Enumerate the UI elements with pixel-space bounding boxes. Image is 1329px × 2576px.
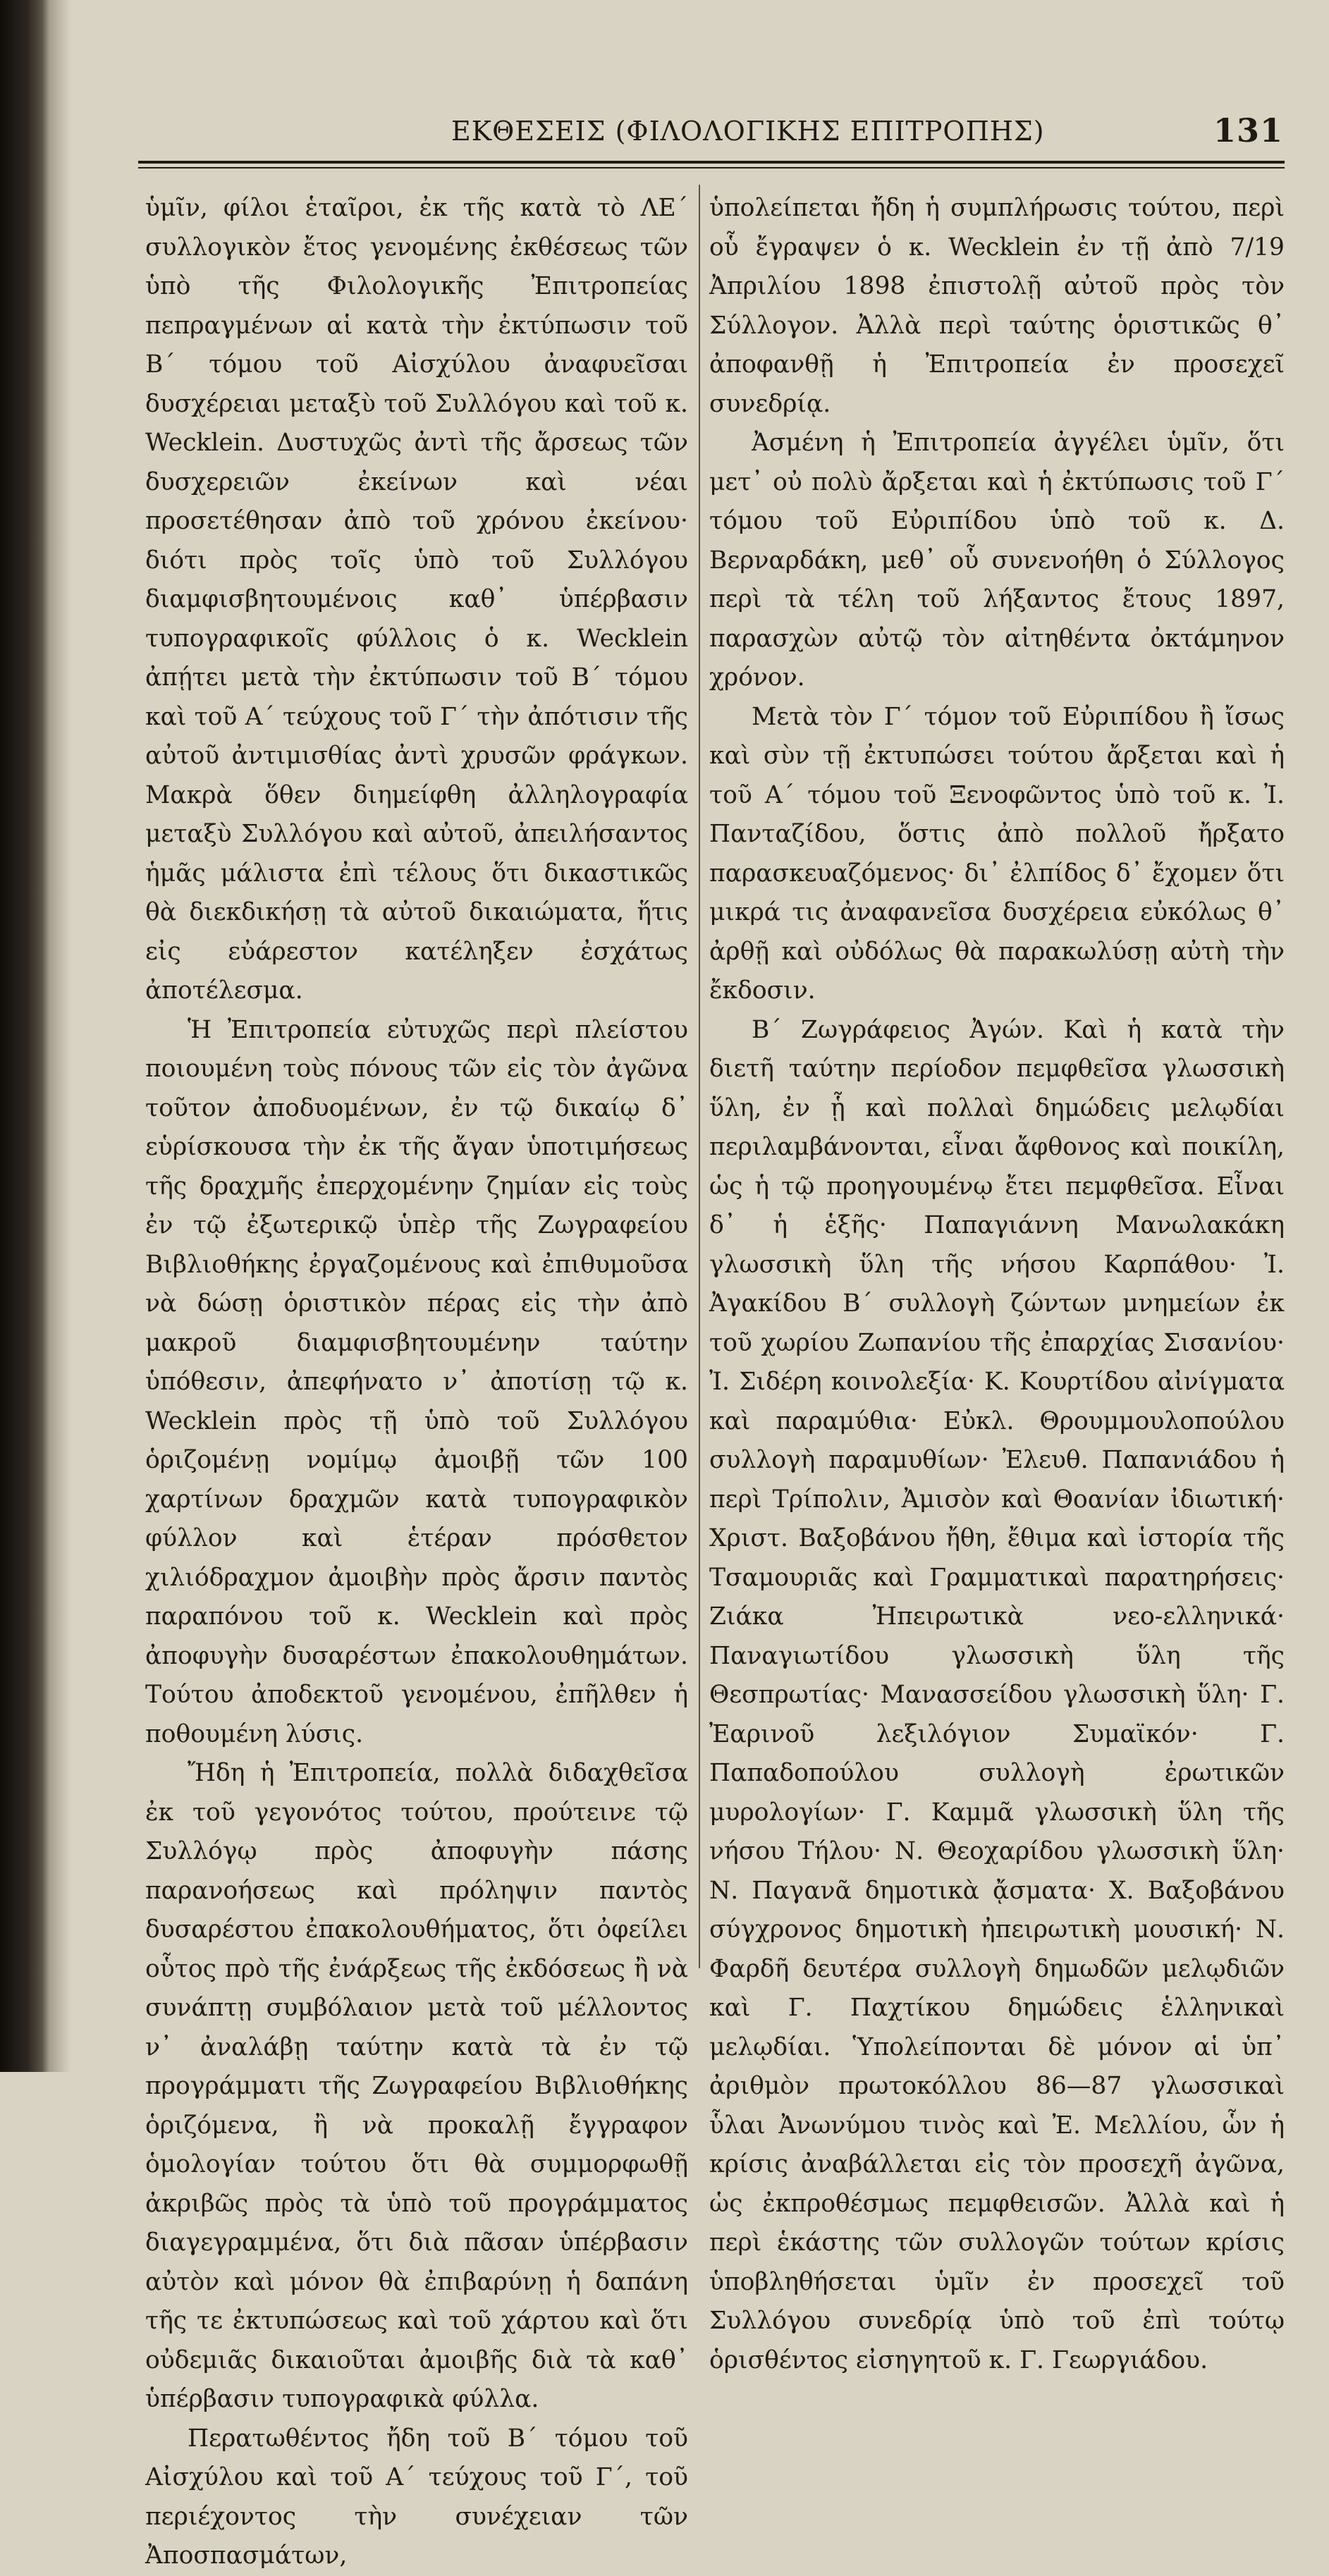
paragraph: ὑμῖν, φίλοι ἑταῖροι, ἐκ τῆς κατὰ τὸ ΛΕ΄ συλλογικὸν ἔτος γενομένης ἐκθέσεως τῶν ὑπὸ τῆς Φιλολογικῆς Ἐπιτροπείας πεπραγμένων αἱ κατὰ τὴν ἐκτύπωσιν τοῦ Β΄ τόμου τοῦ Αἰσχύλου ἀναφυεῖσαι δυσχέρειαι μεταξὺ τοῦ Συλλόγου καὶ τοῦ κ. Wecklein. Δυστυχῶς ἀντὶ τῆς ἄρσεως τῶν δυσχερειῶν ἐκείνων καὶ νέαι προσετέθησαν ἀπὸ τοῦ χρόνου ἐκείνου· διότι πρὸς τοῖς ὑπὸ τοῦ Συλλόγου διαμφισβητουμένοις καθ᾽ ὑπέρβασιν τυπογραφικοῖς φύλλοις ὁ κ. Wecklein ἀπῄτει μετὰ τὴν ἐκτύπωσιν τοῦ Β΄ τόμου καὶ τοῦ Α΄ τεύχους τοῦ Γ΄ τὴν ἀπότισιν τῆς αὐτοῦ ἀντιμισθίας ἀντὶ χρυσῶν φράγκων. Μακρὰ ὅθεν διημείφθη ἀλληλογραφία μεταξὺ Συλλόγου καὶ αὐτοῦ, ἀπειλήσαντος ἡμᾶς μάλιστα ἐπὶ τέλους ὅτι δικαστικῶς θὰ διεκδικήσῃ τὰ αὐτοῦ δικαιώματα, ἥτις εἰς εὐάρεστον κατέληξεν ἐσχάτως ἀποτέλεσμα. (145, 194, 688, 1005)
paragraph: Ἡ Ἐπιτροπεία εὐτυχῶς περὶ πλείστου ποιουμένη τοὺς πόνους τῶν εἰς τὸν ἀγῶνα τοῦτον ἀποδυομένων, ἐν τῷ δικαίῳ δ᾽ εὑρίσκουσα τὴν ἐκ τῆς ἄγαν ὑποτιμήσεως τῆς δραχμῆς ἐπερχομένην ζημίαν εἰς τοὺς ἐν τῷ ἐξωτερικῷ ὑπὲρ τῆς Ζωγραφείου Βιβλιοθήκης ἐργαζομένους καὶ ἐπιθυμοῦσα νὰ δώσῃ ὁριστικὸν πέρας εἰς τὴν ἀπὸ μακροῦ διαμφισβητουμένην ταύτην ὑπόθεσιν, ἀπεφήνατο ν᾽ ἀποτίσῃ τῷ κ. Wecklein πρὸς τῇ ὑπὸ τοῦ Συλλόγου ὁριζομένῃ νομίμῳ ἀμοιβῇ τῶν 100 χαρτίνων δραχμῶν κατὰ τυπογραφικὸν φύλλον καὶ ἑτέραν πρόσθετον χιλιόδραχμον ἀμοιβὴν πρὸς ἄρσιν παντὸς παραπόνου τοῦ κ. Wecklein καὶ πρὸς ἀποφυγὴν δυσαρέστων ἐπακολουθημάτων. Τούτου ἀποδεκτοῦ γενομένου, ἐπῆλθεν ἡ ποθουμένη λύσις. (145, 1015, 688, 1748)
spine-gradient (49, 0, 71, 2072)
page-number: 131 (1213, 111, 1283, 149)
paragraph: Περατωθέντος ἤδη τοῦ Β΄ τόμου τοῦ Αἰσχύλου καὶ τοῦ Α΄ τεύχους τοῦ Γ΄, τοῦ περιέχοντος τὴν συνέχειαν τῶν Ἀποσπασμάτων, (145, 2424, 688, 2570)
paragraph: ὑπολείπεται ἤδη ἡ συμπλήρωσις τούτου, περὶ οὗ ἔγραψεν ὁ κ. Wecklein ἐν τῇ ἀπὸ 7/19 Ἀπριλίου 1898 ἐπιστολῇ αὐτοῦ πρὸς τὸν Σύλλογον. Ἀλλὰ περὶ ταύτης ὁριστικῶς θ᾽ ἀποφανθῇ ἡ Ἐπιτροπεία ἐν προσεχεῖ συνεδρίᾳ. (709, 194, 1285, 418)
column-divider (699, 185, 700, 1968)
header-rule (138, 161, 1285, 164)
header-title: ΕΚΘΕΣΕΙΣ (ΦΙΛΟΛΟΓΙΚΗΣ ΕΠΙΤΡΟΠΗΣ) (451, 116, 1045, 147)
paragraph: Β΄ Ζωγράφειος Ἀγών. Καὶ ἡ κατὰ τὴν διετῆ ταύτην περίοδον πεμφθεῖσα γλωσσικὴ ὕλη, ἐν ᾗ καὶ πολλαὶ δημώδεις μελῳδίαι περιλαμβάνονται, εἶναι ἄφθονος καὶ ποικίλη, ὡς ἡ τῷ προηγουμένῳ ἔτει πεμφθεῖσα. Εἶναι δ᾽ ἡ ἑξῆς· Παπαγιάννη Μανωλακάκη γλωσσικὴ ὕλη τῆς νήσου Καρπάθου· Ἰ. Ἀγακίδου Β΄ συλλογὴ ζώντων μνημείων ἐκ τοῦ χωρίου Ζωπανίου τῆς ἐπαρχίας Σισανίου· Ἰ. Σιδέρη κοινολεξία· Κ. Κουρτίδου αἰνίγματα καὶ παραμύθια· Εὐκλ. Θρουμμουλοπούλου συλλογὴ παραμυθίων· Ἐλευθ. Παπανιάδου ἡ περὶ Τρίπολιν, Ἀμισὸν καὶ Θοανίαν ἰδιωτική· Χριστ. Βαξοβάνου ἤθη, ἔθιμα καὶ ἱστορία τῆς Τσαμουριᾶς καὶ Γραμματικαὶ παρατηρήσεις· Ζιάκα Ἠπειρωτικὰ νεο-ελληνικά· Παναγιωτίδου γλωσσικὴ ὕλη τῆς Θεσπρωτίας· Μανασσείδου γλωσσικὴ ὕλη· Γ. Ἐαρινοῦ λεξιλόγιον Συμαϊκόν· Γ. Παπαδοπούλου συλλογὴ ἐρωτικῶν μυρολογίων· Γ. Καμμᾶ γλωσσικὴ ὕλη τῆς νήσου Τήλου· Ν. Θεοχαρίδου γλωσσικὴ ὕλη· Ν. Παγανᾶ δημοτικὰ ᾄσματα· Χ. Βαξοβάνου σύγχρονος δημοτικὴ ἠπειρωτικὴ μουσική· Ν. Φαρδῆ δευτέρα συλλογὴ δημωδῶν μελῳδιῶν καὶ Γ. Παχτίκου δημώδεις ἑλληνικαὶ μελῳδίαι. Ὑπολείπονται δὲ μόνον αἱ ὑπ᾽ ἀριθμὸν πρωτοκόλλου 86—87 γλωσσικαὶ ὗλαι Ἀνωνύμου τινὸς καὶ Ἐ. Μελλίου, ὧν ἡ κρίσις ἀναβάλλεται εἰς τὸν προσεχῆ ἀγῶνα, ὡς ἐκπροθέσμως πεμφθεισῶν. Ἀλλὰ καὶ ἡ περὶ ἑκάστης τῶν συλλογῶν τούτων κρίσις ὑποβληθήσεται ὑμῖν ἐν προσεχεῖ τοῦ Συλλόγου συνεδρίᾳ ὑπὸ τοῦ ἐπὶ τούτῳ ὁρισθέντος εἰσηγητοῦ κ. Γ. Γεωργιάδου. (709, 1015, 1285, 2374)
paragraph: Μετὰ τὸν Γ΄ τόμον τοῦ Εὐριπίδου ἢ ἴσως καὶ σὺν τῇ ἐκτυπώσει τούτου ἄρξεται καὶ ἡ τοῦ Α΄ τόμου τοῦ Ξενοφῶντος ὑπὸ τοῦ κ. Ἰ. Πανταζίδου, ὅστις ἀπὸ πολλοῦ ἤρξατο παρασκευαζόμενος· δι᾽ ἐλπίδος δ᾽ ἔχομεν ὅτι μικρά τις ἀναφανεῖσα δυσχέρεια εὐκόλως θ᾽ ἀρθῇ καὶ οὐδόλως θὰ παρακωλύσῃ αὐτὴ τὴν ἔκδοσιν. (709, 702, 1285, 1005)
book-spine-shadow (0, 0, 49, 2072)
header-rule-thin (138, 167, 1285, 168)
right-column (709, 189, 1285, 2374)
left-column (145, 189, 688, 2570)
running-header (451, 111, 1283, 154)
paragraph: Ἀσμένη ἡ Ἐπιτροπεία ἀγγέλει ὑμῖν, ὅτι μετ᾽ οὐ πολὺ ἄρξεται καὶ ἡ ἐκτύπωσις τοῦ Γ΄ τόμου τοῦ Εὐριπίδου ὑπὸ τοῦ κ. Δ. Βερναρδάκη, μεθ᾽ οὗ συνενοήθη ὁ Σύλλογος περὶ τὰ τέλη τοῦ λήξαντος ἔτους 1897, παρασχὼν αὐτῷ τὸν αἰτηθέντα ὀκτάμηνον χρόνον. (709, 429, 1285, 692)
paragraph: Ἤδη ἡ Ἐπιτροπεία, πολλὰ διδαχθεῖσα ἐκ τοῦ γεγονότος τούτου, προύτεινε τῷ Συλλόγῳ πρὸς ἀποφυγὴν πάσης παρανοήσεως καὶ πρόληψιν παντὸς δυσαρέστου ἐπακολουθήματος, ὅτι ὀφείλει οὗτος πρὸ τῆς ἐνάρξεως τῆς ἐκδόσεως ἢ νὰ συνάπτῃ συμβόλαιον μετὰ τοῦ μέλλοντος ν᾽ ἀναλάβῃ ταύτην κατὰ τὰ ἐν τῷ προγράμματι τῆς Ζωγραφείου Βιβλιοθήκης ὁριζόμενα, ἢ νὰ προκαλῇ ἔγγραφον ὁμολογίαν τούτου ὅτι θὰ συμμορφωθῇ ἀκριβῶς πρὸς τὰ ὑπὸ τοῦ προγράμματος διαγεγραμμένα, ὅτι διὰ πᾶσαν ὑπέρβασιν αὐτὸν καὶ μόνον θὰ ἐπιβαρύνῃ ἡ δαπάνη τῆς τε ἐκτυπώσεως καὶ τοῦ χάρτου καὶ ὅτι οὐδεμιᾶς δικαιοῦται ἀμοιβῆς διὰ τὰ καθ᾽ ὑπέρβασιν τυπογραφικὰ φύλλα. (145, 1759, 688, 2413)
